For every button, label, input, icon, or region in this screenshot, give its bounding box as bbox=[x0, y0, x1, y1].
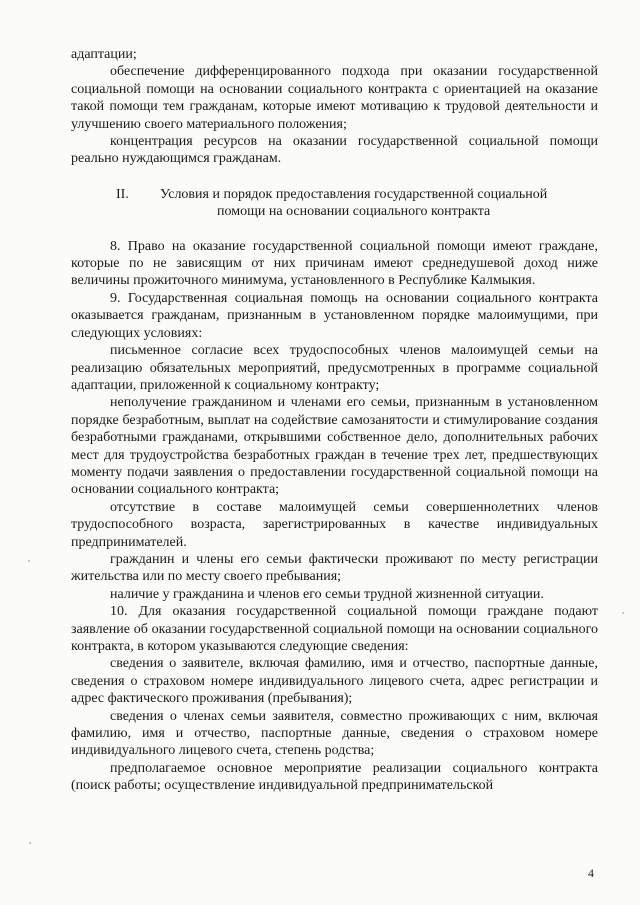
paragraph: концентрация ресурсов на оказании государственной социальной помощи реально нуждающимся гражданам. bbox=[71, 134, 598, 167]
page-number: 4 bbox=[588, 866, 594, 880]
section-number: II. bbox=[116, 186, 129, 202]
paragraph: неполучение гражданином и членами его семьи, признанным в установленном порядке безработным, выплат на содействие самозанятости и стимулирование создания безработными гражданами, открывшими собственное дело, дополнительных рабочих мест для трудоустройства безработных граждан в течение трех лет, предшествующих моменту подачи заявления о предоставлении государственной социальной помощи на основании социального контракта; bbox=[71, 395, 598, 498]
section-title-line2: помощи на основании социального контракта bbox=[217, 204, 491, 220]
paragraph: наличие у гражданина и членов его семьи трудной жизненной ситуации. bbox=[110, 586, 544, 602]
paragraph: адаптации; bbox=[71, 47, 137, 62]
paragraph: обеспечение дифференцированного подхода при оказании государственной социальной помощи на основании социального контракта с ориентацией на оказание такой помощи тем гражданам, которые имеют мотивацию к трудовой деятельности и улучшению своего материального положения; bbox=[71, 64, 598, 132]
paragraph: сведения о заявителе, включая фамилию, имя и отчество, паспортные данные, сведения о страховом номере индивидуального лицевого счета, адрес регистрации и адрес фактического проживания (пребывания); bbox=[71, 656, 598, 707]
scan-speck bbox=[29, 842, 31, 844]
section-heading bbox=[71, 186, 598, 221]
scan-speck bbox=[622, 612, 624, 614]
paragraph-clause-10: 10. Для оказания государственной социальной помощи граждане подают заявление об оказании государственной социальной помощи на основании социального контракта, в котором указываются следующие сведения: bbox=[71, 604, 598, 654]
paragraph: гражданин и члены его семьи фактически проживают по месту регистрации жительства или по месту своего пребывания; bbox=[71, 551, 598, 585]
paragraph-clause-9: 9. Государственная социальная помощь на основании социального контракта оказывается гражданам, признанным в установленном порядке малоимущими, при следующих условиях: bbox=[71, 290, 598, 341]
scan-speck bbox=[28, 560, 30, 562]
paragraph: письменное согласие всех трудоспособных членов малоимущей семьи на реализацию обязательных мероприятий, предусмотренных в программе социальной адаптации, приложенной к социальному контракту; bbox=[71, 343, 598, 393]
document-body bbox=[71, 46, 598, 795]
paragraph: отсутствие в составе малоимущей семьи совершеннолетних членов трудоспособного возраста, зарегистрированных в качестве индивидуальных предпринимателей. bbox=[71, 499, 598, 550]
paragraph-clause-8: 8. Право на оказание государственной социальной помощи имеют граждане, которые по не зависящим от них причинам имеют среднедушевой доход ниже величины прожиточного минимума, установленного в Республике Калмыкия. bbox=[71, 238, 598, 289]
paragraph: сведения о членах семьи заявителя, совместно проживающих с ним, включая фамилию, имя и отчество, паспортные данные, сведения о страховом номере индивидуального лицевого счета, степень родства; bbox=[71, 708, 598, 759]
section-title-line1: Условия и порядок предоставления государственной социальной bbox=[160, 186, 548, 202]
paragraph: предполагаемое основное мероприятие реализации социального контракта (поиск работы; осуществление индивидуальной предпринимательской bbox=[71, 760, 598, 794]
